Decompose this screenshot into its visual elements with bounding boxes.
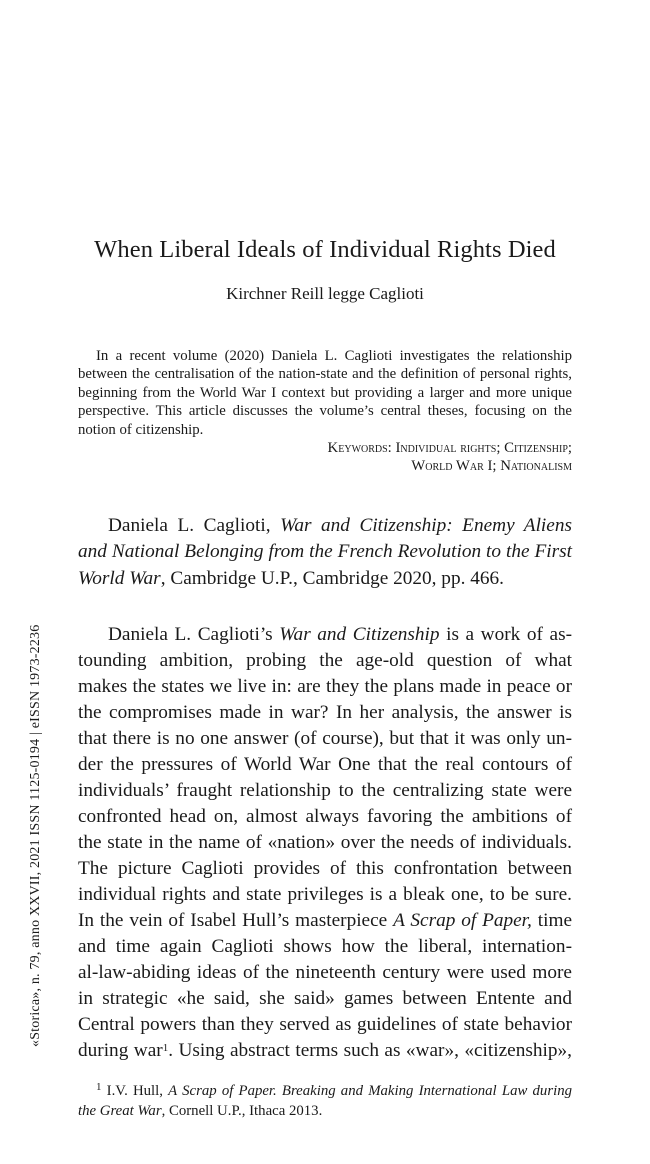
body-line: that there is no one answer (of course), but that it was only un-	[78, 728, 572, 749]
body-line	[78, 908, 572, 934]
keywords-line-1: Keywords: Individual rights; Citizenship;	[327, 440, 572, 456]
biblio-details: , Cambridge U.P., Cambridge 2020, pp. 466.	[160, 567, 504, 589]
footnote-number: 1	[96, 1081, 102, 1093]
body-line: tounding ambition, probing the age-old question of what	[78, 650, 572, 671]
body-text-span: Daniela L. Caglioti’s	[108, 624, 280, 645]
journal-sidebar: «Storica», n. 79, anno XXVII, 2021 ISSN 1125-0194 | eISSN 1973-2236	[28, 624, 43, 1047]
body-line: the compromises made in war? In her analysis, the answer is	[78, 702, 572, 723]
body-line: individuals’ fraught relationship to the centralizing state were	[78, 780, 572, 801]
body-text-span: . Using abstract terms such as «war», «citizenship»,	[168, 1040, 572, 1061]
body-text-span: during war	[78, 1040, 163, 1061]
body-line: The picture Caglioti provides of this confrontation between	[78, 858, 572, 879]
body-line: Central powers than they served as guidelines of state behavior	[78, 1014, 572, 1035]
abstract: In a recent volume (2020) Daniela L. Caglioti investigates the relationship between the centralisation of the nation-state and the definition of personal rights, beginning from the World War I context but providing a larger and more unique perspective. This article discusses the volume’s central theses, focusing on the notion of citizenship.	[78, 348, 572, 438]
body-book-title: War and Citizenship	[279, 624, 440, 645]
footnote-marker[interactable]: 1	[162, 1042, 169, 1054]
body-line: al-law-abiding ideas of the nineteenth century were used more	[78, 962, 572, 983]
body-line: makes the states we live in: are they the plans made in peace or	[78, 676, 572, 697]
body-text-span: In the vein of Isabel Hull’s masterpiece	[78, 910, 394, 931]
article-author: Kirchner Reill legge Caglioti	[226, 284, 424, 303]
biblio-author: Daniela L. Caglioti,	[108, 515, 281, 536]
article-title: When Liberal Ideals of Individual Rights Died	[94, 236, 556, 263]
biblio-title: War and Citizenship: Enemy Aliens and National Belonging from the French Revolution to the First World War	[78, 515, 572, 589]
body-line	[78, 622, 572, 648]
body-line: in strategic «he said, she said» games between Entente and	[78, 988, 572, 1009]
footnote	[78, 1082, 572, 1121]
body-line: confronted head on, almost always favoring the ambitions of	[78, 806, 572, 827]
body-line: der the pressures of World War One that the real contours of	[78, 754, 572, 775]
body-line	[78, 1038, 572, 1064]
body-text-span: is a work of as-	[439, 624, 572, 645]
body-text-span: time	[531, 910, 572, 931]
body-line: and time again Caglioti shows how the liberal, internation-	[78, 936, 572, 957]
footnote-text: I.V. Hull,	[101, 1083, 169, 1099]
body-line: the state in the name of «nation» over the needs of individuals.	[78, 832, 572, 853]
body-line: individual rights and state privileges is a bleak one, to be sure.	[78, 884, 572, 905]
footnote-title: A Scrap of Paper. Breaking and Making International Law during the Great War	[78, 1083, 572, 1119]
keywords-line-2: World War I; Nationalism	[411, 458, 572, 474]
body-book-title: A Scrap of Paper,	[393, 910, 532, 931]
footnote-text: , Cornell U.P., Ithaca 2013.	[161, 1102, 323, 1119]
bibliographic-reference	[78, 513, 572, 592]
